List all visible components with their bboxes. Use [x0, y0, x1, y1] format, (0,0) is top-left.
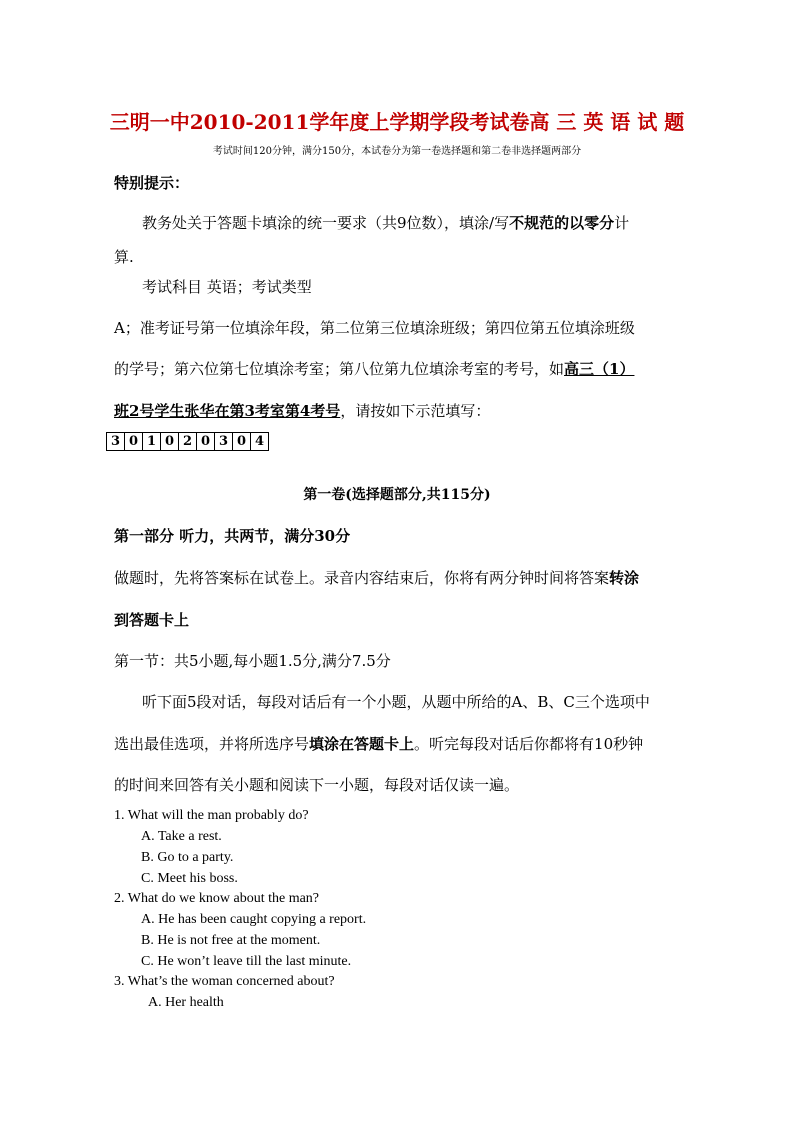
question-3-option-a: A. Her health — [148, 995, 224, 1010]
notice-line-1-end: 计 — [614, 214, 630, 232]
question-1: 1. What will the man probably do? — [114, 808, 309, 823]
notice-line-6-text: ，请按如下示范填写： — [340, 402, 491, 420]
code-digit: 0 — [161, 433, 179, 451]
subsection-instr-2-end: 。听完每段对话后你都将有10秒钟 — [414, 735, 644, 753]
code-digit: 1 — [143, 433, 161, 451]
notice-line-6-underlined: 班2号学生张华在第3考室第4考号 — [114, 402, 341, 420]
exam-code-example — [106, 432, 269, 451]
notice-line-6 — [114, 400, 490, 421]
question-2: 2. What do we know about the man? — [114, 891, 320, 906]
code-digit: 4 — [251, 433, 269, 451]
exam-subtitle: 考试时间120分钟，满分150分，本试卷分为第一卷选择题和第二卷非选择题两部分 — [212, 146, 582, 157]
section-instr-1 — [114, 567, 639, 588]
subsection-instr-2-bold: 填涂在答题卡上 — [309, 735, 415, 753]
notice-line-5-underlined: 高三（1） — [564, 360, 635, 378]
question-1-option-b: B. Go to a party. — [141, 850, 234, 865]
notice-line-5-text: 的学号；第六位第七位填涂考室；第八位第九位填涂考室的考号，如 — [114, 360, 565, 378]
notice-heading: 特别提示： — [114, 174, 190, 192]
question-2-option-a: A. He has been caught copying a report. — [141, 912, 367, 927]
subsection-instr-1: 听下面5段对话，每段对话后有一个小题，从题中所给的A、B、C三个选项中 — [142, 693, 650, 711]
notice-line-4: A；准考证号第一位填涂年段，第二位第三位填涂班级；第四位第五位填涂班级 — [114, 319, 635, 337]
code-digit: 3 — [215, 433, 233, 451]
exam-title: 三明一中2010-2011学年度上学期学段考试卷高 三 英 语 试 题 — [109, 110, 685, 134]
notice-line-1 — [142, 212, 629, 233]
question-2-option-b: B. He is not free at the moment. — [141, 933, 321, 948]
subsection-instr-2-text: 选出最佳选项，并将所选序号 — [114, 735, 310, 753]
code-digit: 0 — [197, 433, 215, 451]
subsection-instr-3: 的时间来回答有关小题和阅读下一小题，每段对话仅读一遍。 — [114, 776, 520, 794]
code-digit: 3 — [107, 433, 125, 451]
code-digit: 2 — [179, 433, 197, 451]
section-instr-1-text: 做题时，先将答案标在试卷上。录音内容结束后，你将有两分钟时间将答案 — [114, 569, 610, 587]
section-instr-1-bold: 转涂 — [609, 569, 640, 587]
question-2-option-c: C. He won’t leave till the last minute. — [141, 954, 352, 969]
subsection-one-title: 第一节：共5小题,每小题1.5分,满分7.5分 — [114, 652, 391, 670]
notice-line-1-text: 教务处关于答题卡填涂的统一要求（共9位数），填涂/写 — [142, 214, 510, 232]
code-digit: 0 — [233, 433, 251, 451]
question-1-option-a: A. Take a rest. — [141, 829, 222, 844]
question-3: 3. What’s the woman concerned about? — [114, 974, 335, 989]
subsection-instr-2 — [114, 733, 643, 754]
question-1-option-c: C. Meet his boss. — [141, 871, 238, 886]
code-digit: 0 — [125, 433, 143, 451]
section-instr-2: 到答题卡上 — [114, 611, 190, 629]
part-one-title: 第一卷(选择题部分,共115分) — [303, 487, 491, 503]
section-one-title: 第一部分 听力，共两节，满分30分 — [114, 527, 351, 545]
notice-line-3: 考试科目 英语；考试类型 — [142, 278, 312, 296]
notice-line-2: 算. — [114, 248, 134, 266]
notice-line-5 — [114, 358, 648, 379]
notice-line-1-bold: 不规范的以零分 — [509, 214, 615, 232]
